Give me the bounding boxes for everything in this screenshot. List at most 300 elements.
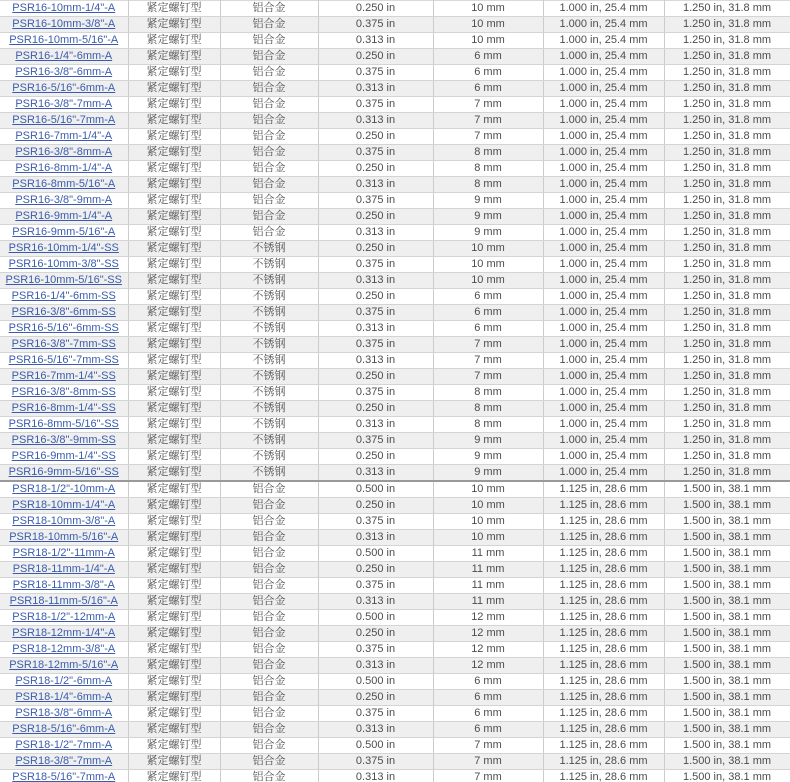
- type-cell: 紧定螺钉型: [128, 674, 220, 690]
- length-a-cell: 1.000 in, 25.4 mm: [543, 49, 664, 65]
- size-inch-cell: 0.313 in: [318, 530, 433, 546]
- size-mm-cell: 10 mm: [433, 33, 543, 49]
- material-cell: 不锈钢: [220, 337, 318, 353]
- table-row: [0, 321, 790, 337]
- table-row: [0, 658, 790, 674]
- length-a-cell: 1.000 in, 25.4 mm: [543, 257, 664, 273]
- part-number-link[interactable]: PSR18-5/16"-7mm-A: [12, 771, 116, 782]
- part-number-link[interactable]: PSR18-5/16"-6mm-A: [12, 723, 116, 735]
- parts-table-body: [0, 1, 790, 782]
- size-inch-cell: 0.250 in: [318, 241, 433, 257]
- part-number-link[interactable]: PSR16-9mm-1/4"-SS: [11, 450, 116, 462]
- part-number-cell: [0, 754, 128, 770]
- part-number-link[interactable]: PSR16-1/4"-6mm-SS: [11, 290, 116, 302]
- table-row: [0, 562, 790, 578]
- length-b-cell: 1.250 in, 31.8 mm: [664, 369, 790, 385]
- type-cell: 紧定螺钉型: [128, 722, 220, 738]
- part-number-link[interactable]: PSR16-3/8"-7mm-A: [15, 98, 113, 110]
- part-number-cell: [0, 417, 128, 433]
- table-row: [0, 353, 790, 369]
- size-mm-cell: 11 mm: [433, 594, 543, 610]
- size-mm-cell: 9 mm: [433, 465, 543, 482]
- length-b-cell: 1.250 in, 31.8 mm: [664, 17, 790, 33]
- part-number-cell: [0, 81, 128, 97]
- material-cell: 铝合金: [220, 481, 318, 498]
- size-inch-cell: 0.313 in: [318, 465, 433, 482]
- material-cell: 铝合金: [220, 33, 318, 49]
- part-number-link[interactable]: PSR16-3/8"-8mm-A: [15, 146, 113, 158]
- table-row: [0, 546, 790, 562]
- material-cell: 不锈钢: [220, 449, 318, 465]
- length-b-cell: 1.250 in, 31.8 mm: [664, 97, 790, 113]
- table-row: [0, 337, 790, 353]
- size-mm-cell: 8 mm: [433, 145, 543, 161]
- size-mm-cell: 12 mm: [433, 626, 543, 642]
- size-inch-cell: 0.375 in: [318, 257, 433, 273]
- part-number-cell: [0, 177, 128, 193]
- part-number-link[interactable]: PSR16-8mm-5/16"-A: [12, 178, 116, 190]
- part-number-link[interactable]: PSR16-1/4"-6mm-A: [15, 50, 113, 62]
- part-number-cell: [0, 706, 128, 722]
- part-number-cell: [0, 626, 128, 642]
- material-cell: 铝合金: [220, 65, 318, 81]
- material-cell: 铝合金: [220, 770, 318, 782]
- size-inch-cell: 0.500 in: [318, 674, 433, 690]
- size-inch-cell: 0.313 in: [318, 177, 433, 193]
- table-row: [0, 273, 790, 289]
- table-row: [0, 530, 790, 546]
- part-number-link[interactable]: PSR16-5/16"-6mm-SS: [8, 322, 119, 334]
- size-inch-cell: 0.500 in: [318, 738, 433, 754]
- size-mm-cell: 11 mm: [433, 562, 543, 578]
- part-number-link[interactable]: PSR18-12mm-3/8"-A: [12, 643, 116, 655]
- part-number-cell: [0, 65, 128, 81]
- part-number-link[interactable]: PSR18-10mm-3/8"-A: [12, 515, 116, 527]
- length-b-cell: 1.500 in, 38.1 mm: [664, 562, 790, 578]
- length-b-cell: 1.250 in, 31.8 mm: [664, 289, 790, 305]
- material-cell: 铝合金: [220, 129, 318, 145]
- type-cell: 紧定螺钉型: [128, 17, 220, 33]
- part-number-link[interactable]: PSR16-9mm-1/4"-A: [15, 210, 113, 222]
- size-mm-cell: 6 mm: [433, 289, 543, 305]
- table-row: [0, 289, 790, 305]
- part-number-cell: [0, 337, 128, 353]
- length-b-cell: 1.500 in, 38.1 mm: [664, 722, 790, 738]
- length-a-cell: 1.000 in, 25.4 mm: [543, 273, 664, 289]
- part-number-link[interactable]: PSR18-1/2"-10mm-A: [12, 483, 116, 495]
- part-number-cell: [0, 1, 128, 17]
- length-a-cell: 1.000 in, 25.4 mm: [543, 465, 664, 482]
- part-number-link[interactable]: PSR18-1/4"-6mm-A: [15, 691, 113, 703]
- length-b-cell: 1.500 in, 38.1 mm: [664, 481, 790, 498]
- size-inch-cell: 0.250 in: [318, 1, 433, 17]
- length-a-cell: 1.125 in, 28.6 mm: [543, 738, 664, 754]
- material-cell: 铝合金: [220, 113, 318, 129]
- part-number-link[interactable]: PSR18-3/8"-7mm-A: [15, 755, 113, 767]
- length-b-cell: 1.500 in, 38.1 mm: [664, 770, 790, 782]
- length-b-cell: 1.250 in, 31.8 mm: [664, 193, 790, 209]
- part-number-cell: [0, 578, 128, 594]
- material-cell: 铝合金: [220, 546, 318, 562]
- part-number-link[interactable]: PSR16-3/8"-6mm-A: [15, 66, 113, 78]
- part-number-link[interactable]: PSR18-11mm-5/16"-A: [9, 595, 118, 607]
- length-a-cell: 1.000 in, 25.4 mm: [543, 433, 664, 449]
- material-cell: 铝合金: [220, 706, 318, 722]
- length-b-cell: 1.250 in, 31.8 mm: [664, 465, 790, 482]
- length-a-cell: 1.000 in, 25.4 mm: [543, 241, 664, 257]
- size-mm-cell: 10 mm: [433, 273, 543, 289]
- length-a-cell: 1.000 in, 25.4 mm: [543, 417, 664, 433]
- length-a-cell: 1.125 in, 28.6 mm: [543, 578, 664, 594]
- length-a-cell: 1.000 in, 25.4 mm: [543, 129, 664, 145]
- length-b-cell: 1.500 in, 38.1 mm: [664, 626, 790, 642]
- table-row: [0, 465, 790, 482]
- part-number-cell: [0, 305, 128, 321]
- type-cell: 紧定螺钉型: [128, 642, 220, 658]
- length-b-cell: 1.500 in, 38.1 mm: [664, 706, 790, 722]
- size-mm-cell: 12 mm: [433, 642, 543, 658]
- size-mm-cell: 10 mm: [433, 498, 543, 514]
- part-number-link[interactable]: PSR16-10mm-5/16"-SS: [5, 274, 122, 286]
- part-number-link[interactable]: PSR16-10mm-5/16"-A: [9, 34, 119, 46]
- type-cell: 紧定螺钉型: [128, 610, 220, 626]
- part-number-link[interactable]: PSR16-5/16"-6mm-A: [12, 82, 116, 94]
- part-number-link[interactable]: PSR18-10mm-5/16"-A: [9, 531, 119, 543]
- type-cell: 紧定螺钉型: [128, 498, 220, 514]
- table-row: [0, 385, 790, 401]
- size-inch-cell: 0.250 in: [318, 690, 433, 706]
- table-row: [0, 113, 790, 129]
- length-b-cell: 1.250 in, 31.8 mm: [664, 1, 790, 17]
- size-mm-cell: 6 mm: [433, 65, 543, 81]
- length-a-cell: 1.000 in, 25.4 mm: [543, 289, 664, 305]
- part-number-link[interactable]: PSR16-8mm-1/4"-SS: [11, 402, 116, 414]
- length-b-cell: 1.250 in, 31.8 mm: [664, 305, 790, 321]
- part-number-cell: [0, 129, 128, 145]
- material-cell: 不锈钢: [220, 433, 318, 449]
- type-cell: 紧定螺钉型: [128, 578, 220, 594]
- length-a-cell: 1.125 in, 28.6 mm: [543, 546, 664, 562]
- part-number-link[interactable]: PSR18-11mm-3/8"-A: [12, 579, 115, 591]
- table-row: [0, 722, 790, 738]
- part-number-cell: [0, 49, 128, 65]
- table-row: [0, 770, 790, 782]
- table-row: [0, 129, 790, 145]
- table-row: [0, 433, 790, 449]
- part-number-link[interactable]: PSR18-12mm-1/4"-A: [12, 627, 116, 639]
- material-cell: 铝合金: [220, 738, 318, 754]
- part-number-link[interactable]: PSR16-8mm-1/4"-A: [15, 162, 113, 174]
- type-cell: 紧定螺钉型: [128, 273, 220, 289]
- size-mm-cell: 6 mm: [433, 722, 543, 738]
- material-cell: 铝合金: [220, 754, 318, 770]
- part-number-link[interactable]: PSR16-10mm-3/8"-A: [12, 18, 116, 30]
- part-number-link[interactable]: PSR18-1/2"-6mm-A: [15, 675, 113, 687]
- size-mm-cell: 6 mm: [433, 49, 543, 65]
- size-inch-cell: 0.313 in: [318, 594, 433, 610]
- size-inch-cell: 0.250 in: [318, 401, 433, 417]
- type-cell: 紧定螺钉型: [128, 65, 220, 81]
- part-number-link[interactable]: PSR16-5/16"-7mm-A: [12, 114, 116, 126]
- length-b-cell: 1.250 in, 31.8 mm: [664, 321, 790, 337]
- material-cell: 不锈钢: [220, 385, 318, 401]
- size-inch-cell: 0.250 in: [318, 369, 433, 385]
- type-cell: 紧定螺钉型: [128, 257, 220, 273]
- type-cell: 紧定螺钉型: [128, 562, 220, 578]
- size-mm-cell: 10 mm: [433, 481, 543, 498]
- part-number-cell: [0, 401, 128, 417]
- part-number-cell: [0, 353, 128, 369]
- length-b-cell: 1.250 in, 31.8 mm: [664, 129, 790, 145]
- length-a-cell: 1.000 in, 25.4 mm: [543, 369, 664, 385]
- part-number-cell: [0, 690, 128, 706]
- part-number-cell: [0, 289, 128, 305]
- material-cell: 铝合金: [220, 225, 318, 241]
- part-number-cell: [0, 273, 128, 289]
- length-b-cell: 1.500 in, 38.1 mm: [664, 498, 790, 514]
- size-inch-cell: 0.250 in: [318, 161, 433, 177]
- size-mm-cell: 9 mm: [433, 225, 543, 241]
- part-number-link[interactable]: PSR16-9mm-5/16"-A: [12, 226, 116, 238]
- material-cell: 不锈钢: [220, 401, 318, 417]
- material-cell: 不锈钢: [220, 305, 318, 321]
- size-inch-cell: 0.250 in: [318, 209, 433, 225]
- part-number-cell: [0, 257, 128, 273]
- length-a-cell: 1.000 in, 25.4 mm: [543, 33, 664, 49]
- length-b-cell: 1.500 in, 38.1 mm: [664, 674, 790, 690]
- size-mm-cell: 12 mm: [433, 658, 543, 674]
- length-b-cell: 1.250 in, 31.8 mm: [664, 113, 790, 129]
- length-a-cell: 1.000 in, 25.4 mm: [543, 225, 664, 241]
- length-b-cell: 1.500 in, 38.1 mm: [664, 754, 790, 770]
- length-b-cell: 1.500 in, 38.1 mm: [664, 594, 790, 610]
- type-cell: 紧定螺钉型: [128, 658, 220, 674]
- part-number-link[interactable]: PSR18-1/2"-12mm-A: [12, 611, 116, 623]
- type-cell: 紧定螺钉型: [128, 49, 220, 65]
- part-number-link[interactable]: PSR16-10mm-1/4"-SS: [8, 242, 119, 254]
- size-inch-cell: 0.375 in: [318, 642, 433, 658]
- type-cell: 紧定螺钉型: [128, 289, 220, 305]
- part-number-link[interactable]: PSR16-8mm-5/16"-SS: [8, 418, 119, 430]
- part-number-cell: [0, 642, 128, 658]
- length-b-cell: 1.250 in, 31.8 mm: [664, 337, 790, 353]
- type-cell: 紧定螺钉型: [128, 33, 220, 49]
- part-number-cell: [0, 465, 128, 482]
- size-mm-cell: 7 mm: [433, 113, 543, 129]
- size-inch-cell: 0.375 in: [318, 578, 433, 594]
- type-cell: 紧定螺钉型: [128, 449, 220, 465]
- table-row: [0, 642, 790, 658]
- part-number-link[interactable]: PSR16-9mm-5/16"-SS: [8, 466, 119, 478]
- part-number-link[interactable]: PSR18-1/2"-7mm-A: [15, 739, 113, 751]
- length-b-cell: 1.250 in, 31.8 mm: [664, 49, 790, 65]
- material-cell: 铝合金: [220, 674, 318, 690]
- part-number-cell: [0, 145, 128, 161]
- size-inch-cell: 0.250 in: [318, 626, 433, 642]
- table-row: [0, 225, 790, 241]
- length-b-cell: 1.250 in, 31.8 mm: [664, 177, 790, 193]
- table-row: [0, 514, 790, 530]
- size-mm-cell: 8 mm: [433, 385, 543, 401]
- type-cell: 紧定螺钉型: [128, 97, 220, 113]
- length-a-cell: 1.000 in, 25.4 mm: [543, 193, 664, 209]
- part-number-cell: [0, 385, 128, 401]
- part-number-link[interactable]: PSR16-7mm-1/4"-SS: [11, 370, 116, 382]
- part-number-link[interactable]: PSR16-3/8"-7mm-SS: [11, 338, 116, 350]
- length-b-cell: 1.500 in, 38.1 mm: [664, 546, 790, 562]
- length-a-cell: 1.000 in, 25.4 mm: [543, 305, 664, 321]
- part-number-cell: [0, 241, 128, 257]
- size-mm-cell: 8 mm: [433, 177, 543, 193]
- table-row: [0, 706, 790, 722]
- part-number-link[interactable]: PSR16-7mm-1/4"-A: [15, 130, 113, 142]
- part-number-link[interactable]: PSR18-12mm-5/16"-A: [9, 659, 119, 671]
- length-a-cell: 1.125 in, 28.6 mm: [543, 594, 664, 610]
- part-number-cell: [0, 449, 128, 465]
- length-a-cell: 1.125 in, 28.6 mm: [543, 642, 664, 658]
- part-number-link[interactable]: PSR16-3/8"-9mm-A: [15, 194, 113, 206]
- part-number-cell: [0, 562, 128, 578]
- part-number-cell: [0, 610, 128, 626]
- type-cell: 紧定螺钉型: [128, 145, 220, 161]
- table-row: [0, 626, 790, 642]
- length-b-cell: 1.500 in, 38.1 mm: [664, 530, 790, 546]
- material-cell: 铝合金: [220, 690, 318, 706]
- type-cell: 紧定螺钉型: [128, 321, 220, 337]
- length-b-cell: 1.500 in, 38.1 mm: [664, 578, 790, 594]
- material-cell: 铝合金: [220, 1, 318, 17]
- length-a-cell: 1.000 in, 25.4 mm: [543, 385, 664, 401]
- size-inch-cell: 0.375 in: [318, 305, 433, 321]
- size-inch-cell: 0.375 in: [318, 65, 433, 81]
- length-a-cell: 1.125 in, 28.6 mm: [543, 514, 664, 530]
- length-a-cell: 1.000 in, 25.4 mm: [543, 1, 664, 17]
- material-cell: 铝合金: [220, 578, 318, 594]
- size-inch-cell: 0.250 in: [318, 498, 433, 514]
- size-mm-cell: 9 mm: [433, 433, 543, 449]
- length-b-cell: 1.500 in, 38.1 mm: [664, 738, 790, 754]
- type-cell: 紧定螺钉型: [128, 738, 220, 754]
- part-number-cell: [0, 738, 128, 754]
- size-inch-cell: 0.313 in: [318, 658, 433, 674]
- length-a-cell: 1.000 in, 25.4 mm: [543, 449, 664, 465]
- size-inch-cell: 0.375 in: [318, 433, 433, 449]
- size-inch-cell: 0.375 in: [318, 514, 433, 530]
- length-a-cell: 1.000 in, 25.4 mm: [543, 97, 664, 113]
- part-number-link[interactable]: PSR18-1/2"-11mm-A: [12, 547, 115, 559]
- length-a-cell: 1.125 in, 28.6 mm: [543, 706, 664, 722]
- size-mm-cell: 6 mm: [433, 674, 543, 690]
- length-b-cell: 1.500 in, 38.1 mm: [664, 658, 790, 674]
- type-cell: 紧定螺钉型: [128, 626, 220, 642]
- type-cell: 紧定螺钉型: [128, 113, 220, 129]
- part-number-cell: [0, 97, 128, 113]
- length-a-cell: 1.000 in, 25.4 mm: [543, 81, 664, 97]
- material-cell: 铝合金: [220, 209, 318, 225]
- part-number-cell: [0, 17, 128, 33]
- type-cell: 紧定螺钉型: [128, 690, 220, 706]
- type-cell: 紧定螺钉型: [128, 193, 220, 209]
- part-number-cell: [0, 498, 128, 514]
- table-row: [0, 193, 790, 209]
- part-number-cell: [0, 225, 128, 241]
- length-b-cell: 1.250 in, 31.8 mm: [664, 417, 790, 433]
- size-mm-cell: 7 mm: [433, 770, 543, 782]
- size-mm-cell: 9 mm: [433, 449, 543, 465]
- part-number-link[interactable]: PSR16-3/8"-6mm-SS: [11, 306, 116, 318]
- size-mm-cell: 10 mm: [433, 241, 543, 257]
- type-cell: 紧定螺钉型: [128, 594, 220, 610]
- length-a-cell: 1.000 in, 25.4 mm: [543, 401, 664, 417]
- part-number-link[interactable]: PSR16-10mm-1/4"-A: [12, 2, 116, 14]
- length-b-cell: 1.250 in, 31.8 mm: [664, 257, 790, 273]
- type-cell: 紧定螺钉型: [128, 465, 220, 482]
- size-mm-cell: 9 mm: [433, 209, 543, 225]
- size-mm-cell: 8 mm: [433, 417, 543, 433]
- type-cell: 紧定螺钉型: [128, 385, 220, 401]
- part-number-cell: [0, 321, 128, 337]
- size-mm-cell: 10 mm: [433, 1, 543, 17]
- length-a-cell: 1.125 in, 28.6 mm: [543, 481, 664, 498]
- length-a-cell: 1.000 in, 25.4 mm: [543, 337, 664, 353]
- part-number-link[interactable]: PSR18-10mm-1/4"-A: [12, 499, 116, 511]
- part-number-cell: [0, 722, 128, 738]
- part-number-cell: [0, 514, 128, 530]
- part-number-cell: [0, 209, 128, 225]
- table-row: [0, 578, 790, 594]
- table-row: [0, 305, 790, 321]
- size-inch-cell: 0.375 in: [318, 17, 433, 33]
- size-inch-cell: 0.313 in: [318, 722, 433, 738]
- length-a-cell: 1.125 in, 28.6 mm: [543, 658, 664, 674]
- part-number-link[interactable]: PSR16-3/8"-8mm-SS: [11, 386, 116, 398]
- material-cell: 铝合金: [220, 49, 318, 65]
- size-mm-cell: 6 mm: [433, 81, 543, 97]
- part-number-cell: [0, 33, 128, 49]
- material-cell: 铝合金: [220, 81, 318, 97]
- size-mm-cell: 6 mm: [433, 321, 543, 337]
- type-cell: 紧定螺钉型: [128, 433, 220, 449]
- part-number-link[interactable]: PSR16-5/16"-7mm-SS: [8, 354, 119, 366]
- part-number-link[interactable]: PSR18-11mm-1/4"-A: [12, 563, 115, 575]
- table-row: [0, 417, 790, 433]
- type-cell: 紧定螺钉型: [128, 337, 220, 353]
- length-b-cell: 1.250 in, 31.8 mm: [664, 81, 790, 97]
- part-number-link[interactable]: PSR16-10mm-3/8"-SS: [8, 258, 119, 270]
- table-row: [0, 754, 790, 770]
- material-cell: 不锈钢: [220, 369, 318, 385]
- type-cell: 紧定螺钉型: [128, 177, 220, 193]
- material-cell: 不锈钢: [220, 353, 318, 369]
- part-number-cell: [0, 481, 128, 498]
- size-inch-cell: 0.375 in: [318, 706, 433, 722]
- part-number-link[interactable]: PSR18-3/8"-6mm-A: [15, 707, 113, 719]
- size-inch-cell: 0.250 in: [318, 129, 433, 145]
- length-b-cell: 1.250 in, 31.8 mm: [664, 385, 790, 401]
- type-cell: 紧定螺钉型: [128, 401, 220, 417]
- size-mm-cell: 10 mm: [433, 17, 543, 33]
- material-cell: 铝合金: [220, 97, 318, 113]
- table-row: [0, 449, 790, 465]
- table-row: [0, 65, 790, 81]
- length-a-cell: 1.125 in, 28.6 mm: [543, 754, 664, 770]
- size-mm-cell: 7 mm: [433, 754, 543, 770]
- material-cell: 不锈钢: [220, 417, 318, 433]
- type-cell: 紧定螺钉型: [128, 129, 220, 145]
- material-cell: 铝合金: [220, 626, 318, 642]
- type-cell: 紧定螺钉型: [128, 241, 220, 257]
- part-number-link[interactable]: PSR16-3/8"-9mm-SS: [11, 434, 116, 446]
